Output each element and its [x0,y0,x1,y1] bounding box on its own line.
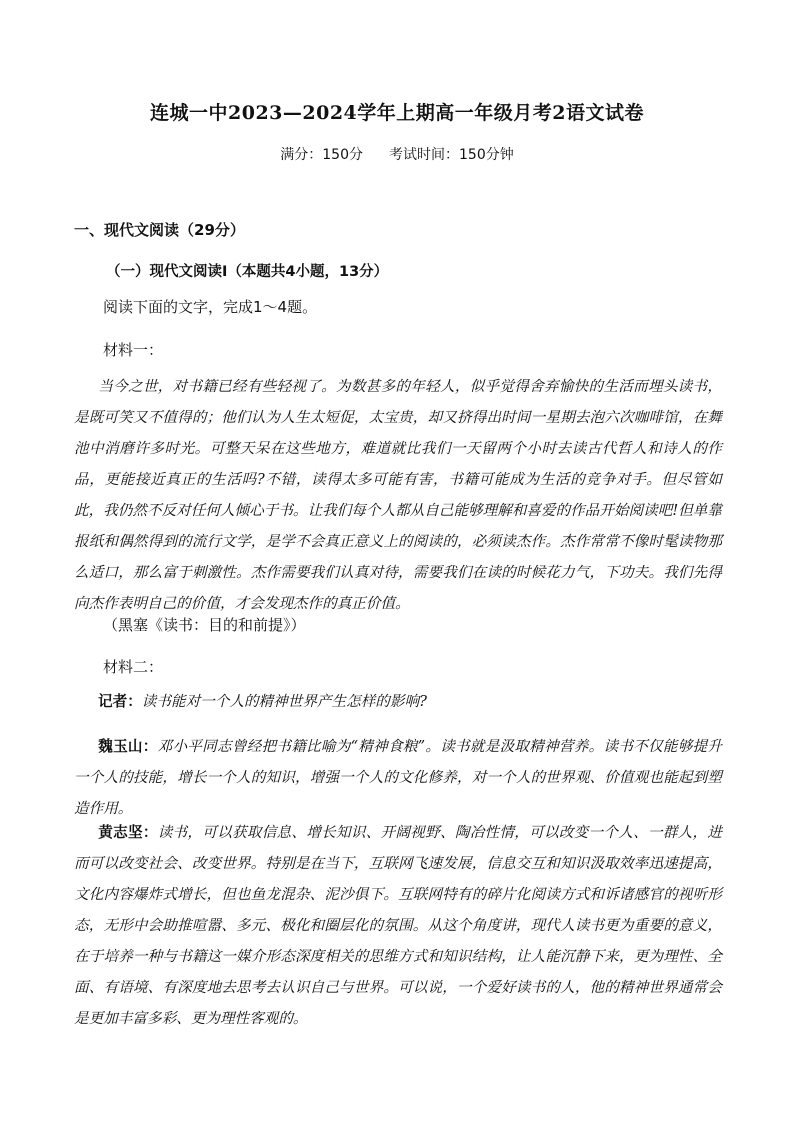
wei-text: 邓小平同志曾经把书籍比喻为“精神食粮”。读书就是汲取精神营养。读书不仅能够提升一个人的技能，增长一个人的知识，增强一个人的文化修养，对一个人的世界观、价值观也能起到塑造作用。 [74,738,722,817]
section-heading: 一、现代文阅读（29分） [74,221,245,239]
huang-text: 读书，可以获取信息、增长知识、开阔视野、陶冶性情，可以改变一个人、一群人，进而可以改变社会、改变世界。特别是在当下，互联网飞速发展，信息交互和知识汲取效率迅速提高，文化内容爆炸式增长，但也鱼龙混杂、泥沙俱下。互联网特有的碎片化阅读方式和诉诸感官的视听形态，无形中会助推喧嚣、多元、极化和圈层化的氛围。从这个角度讲，现代人读书更为重要的意义，在于培养一种与书籍这一媒介形态深度相关的思维方式和知识结构，让人能沉静下来，更为理性、全面、有语境、有深度地去思考去认识自己与世界。可以说，一个爱好读书的人，他的精神世界通常会是更加丰富多彩、更为理性客观的。 [74,824,722,1027]
material1-text: 当今之世，对书籍已经有些轻视了。为数甚多的年轻人，似乎觉得舍弃愉快的生活而埋头读书，是既可笑又不值得的；他们认为人生太短促，太宝贵，却又挤得出时间一星期去泡六次咖啡馆，在舞池中消磨许多时光。可整天呆在这些地方，难道就比我们一天留两个小时去读古代哲人和诗人的作品，更能接近真正的生活吗?不错，读得太多可能有害，书籍可能成为生活的竞争对手。但尽管如此，我仍然不反对任何人倾心于书。让我们每个人都从自己能够理解和喜爱的作品开始阅读吧!但单靠报纸和偶然得到的流行文学，是学不会真正意义上的阅读的，必须读杰作。杰作常常不像时髦读物那么适口，那么富于刺激性。杰作需要我们认真对待，需要我们在读的时候花力气，下功夫。我们先得向杰作表明自己的价值，才会发现杰作的真正价值。 [74,378,722,612]
full-score: 满分：150分 [280,147,363,163]
reading-instruction: 阅读下面的文字，完成1～4题。 [103,298,318,316]
page-title: 连城一中2023—2024学年上期高一年级月考2语文试卷 [150,102,644,124]
wei-answer [74,731,722,824]
exam-time: 考试时间：150分钟 [389,147,514,163]
reporter-text: 读书能对一个人的精神世界产生怎样的影响? [141,693,427,710]
exam-info [0,144,794,164]
wei-label: 魏玉山： [98,738,158,755]
huang-label: 黄志坚： [98,824,158,841]
subsection-heading: （一）现代文阅读Ⅰ（本题共4小题，13分） [106,264,389,280]
huang-answer [74,817,722,1034]
material1-paragraph [74,371,722,619]
reporter-label: 记者： [98,693,142,710]
material1-label: 材料一： [103,341,164,359]
material2-label: 材料二： [103,658,164,676]
material1-source: （黑塞《读书：目的和前提》） [103,616,306,634]
reporter-question [74,686,722,717]
